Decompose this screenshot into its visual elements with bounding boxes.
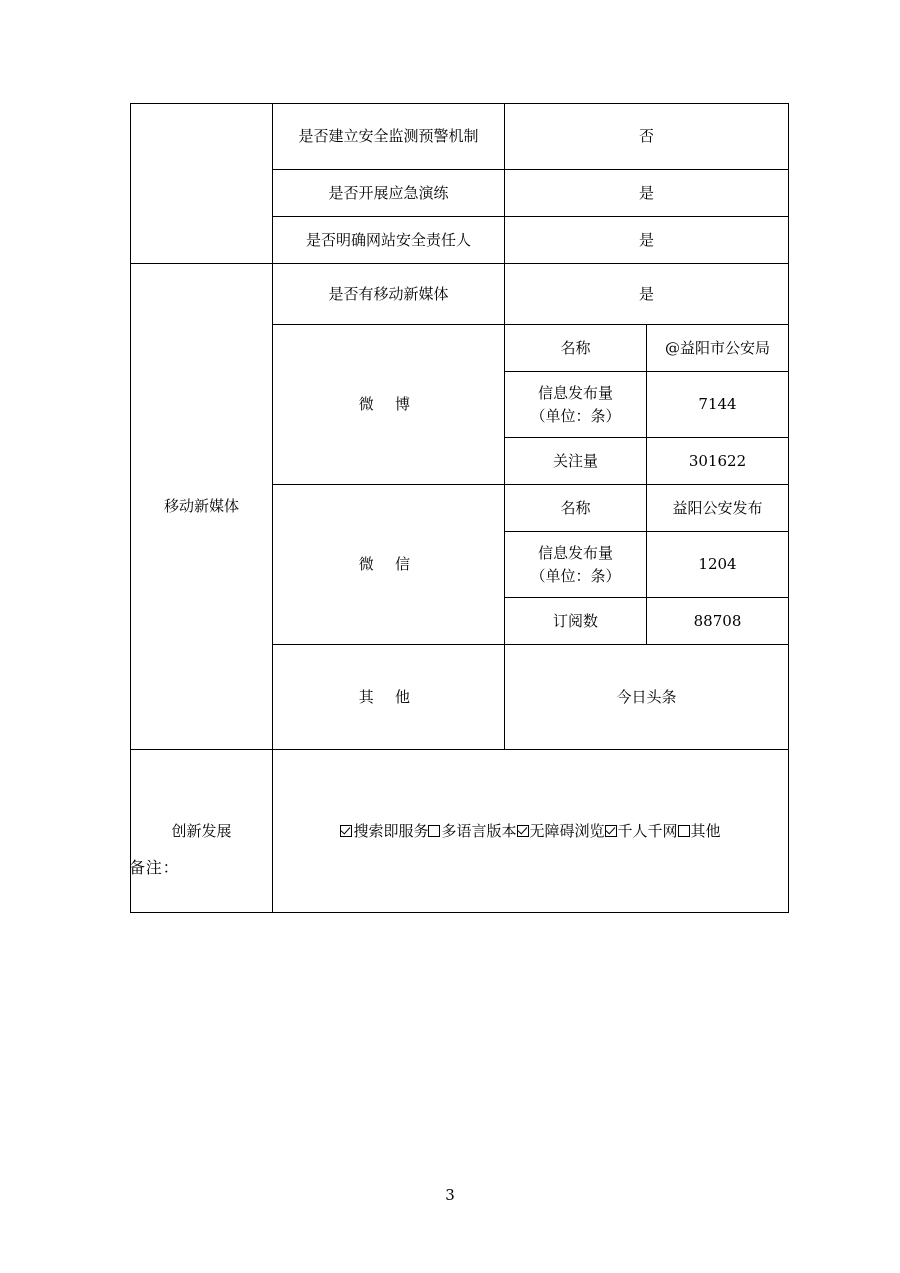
security-answer-3: 是 [505, 217, 789, 264]
weibo-label: 微 博 [273, 325, 505, 485]
weixin-label: 微 信 [273, 485, 505, 645]
weibo-post-count-key [505, 372, 647, 438]
report-table [130, 103, 789, 913]
has-mobile-media-question: 是否有移动新媒体 [273, 264, 505, 325]
weixin-post-count-value: 1204 [647, 532, 789, 598]
security-question-1: 是否建立安全监测预警机制 [273, 104, 505, 170]
other-media-label: 其 他 [273, 645, 505, 750]
security-section-label [131, 104, 273, 264]
innovation-checkbox-line [277, 820, 784, 843]
security-question-2: 是否开展应急演练 [273, 170, 505, 217]
weibo-followers-value: 301622 [647, 438, 789, 485]
weibo-post-count-key-line2: （单位：条） [530, 406, 621, 425]
page-number: 3 [445, 1186, 455, 1204]
checkbox-checked-icon[interactable] [517, 825, 529, 837]
innovation-option-label: 多语言版本 [441, 821, 517, 840]
table-row [131, 264, 789, 325]
weixin-post-count-key [505, 532, 647, 598]
weibo-post-count-key-line1: 信息发布量 [537, 384, 613, 402]
other-media-value: 今日头条 [505, 645, 789, 750]
weixin-subscribers-key: 订阅数 [505, 598, 647, 645]
security-answer-1: 否 [505, 104, 789, 170]
weixin-post-count-key-line2: （单位：条） [530, 566, 621, 585]
weixin-subscribers-value: 88708 [647, 598, 789, 645]
innovation-option-label: 无障碍浏览 [529, 821, 605, 840]
mobile-media-section-label: 移动新媒体 [131, 264, 273, 750]
checkbox-checked-icon[interactable] [605, 825, 617, 837]
innovation-option-personalization[interactable] [605, 820, 678, 843]
table-row [131, 104, 789, 170]
weixin-name-key: 名称 [505, 485, 647, 532]
weibo-post-count-value: 7144 [647, 372, 789, 438]
checkbox-checked-icon[interactable] [340, 825, 352, 837]
weixin-name-value: 益阳公安发布 [647, 485, 789, 532]
innovation-option-search-as-service[interactable] [340, 820, 428, 843]
innovation-label: 创新发展 [131, 750, 273, 913]
weibo-followers-key: 关注量 [505, 438, 647, 485]
weibo-name-value: @益阳市公安局 [647, 325, 789, 372]
innovation-option-label: 其他 [690, 821, 721, 840]
checkbox-unchecked-icon[interactable] [678, 825, 690, 837]
checkbox-unchecked-icon[interactable] [428, 825, 440, 837]
has-mobile-media-answer: 是 [505, 264, 789, 325]
innovation-option-multilingual[interactable] [428, 820, 516, 843]
table-row [131, 750, 789, 913]
innovation-option-other[interactable] [678, 820, 721, 843]
security-question-3: 是否明确网站安全责任人 [273, 217, 505, 264]
innovation-option-label: 千人千网 [617, 821, 678, 840]
weibo-name-key: 名称 [505, 325, 647, 372]
innovation-option-accessibility[interactable] [517, 820, 605, 843]
security-answer-2: 是 [505, 170, 789, 217]
weixin-post-count-key-line1: 信息发布量 [537, 544, 613, 562]
innovation-option-label: 搜索即服务 [353, 821, 429, 840]
innovation-options [273, 750, 789, 913]
remark-label: 备注： [129, 858, 180, 877]
